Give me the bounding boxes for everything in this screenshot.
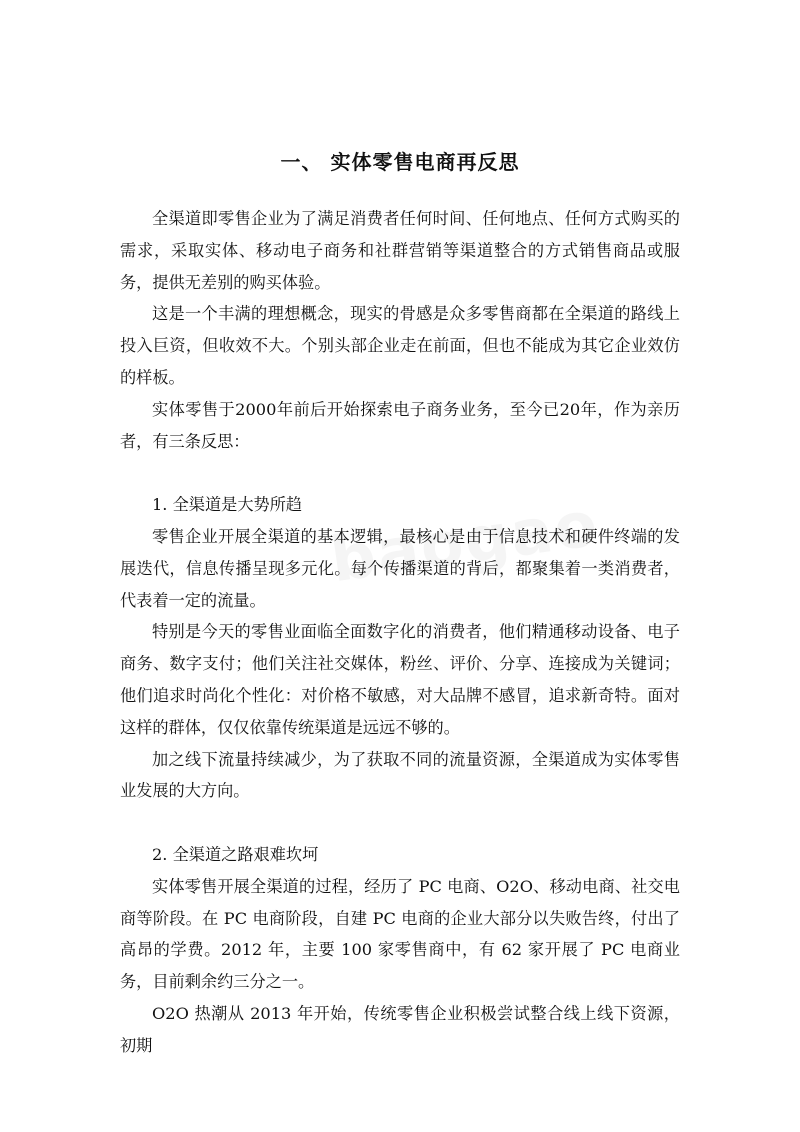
paragraph: 全渠道即零售企业为了满足消费者任何时间、任何地点、任何方式购买的需求，采取实体、移动电子商务和社群营销等渠道整合的方式销售商品或服务，提供无差别的购买体验。 [120, 209, 680, 292]
paragraph: 加之线下流量持续减少，为了获取不同的流量资源，全渠道成为实体零售业发展的大方向。 [120, 749, 680, 801]
section-heading: 2. 全渠道之路艰难坎坷 [152, 844, 319, 864]
spacer [120, 807, 680, 839]
paragraph: 特别是今天的零售业面临全面数字化的消费者，他们精通移动设备、电子商务、数字支付；他们关注社交媒体，粉丝、评价、分享、连接成为关键词；他们追求时尚化个性化：对价格不敏感，对大品牌不感冒，追求新奇特。面对这样的群体，仅仅依靠传统渠道是远远不够的。 [120, 622, 680, 737]
paragraph: 这是一个丰满的理想概念，现实的骨感是众多零售商都在全渠道的路线上投入巨资，但收效不大。个别头部企业走在前面，但也不能成为其它企业效仿的样板。 [120, 304, 680, 387]
paragraph: 零售企业开展全渠道的基本逻辑，最核心是由于信息技术和硬件终端的发展迭代，信息传播呈现多元化。每个传播渠道的背后，都聚集着一类消费者，代表着一定的流量。 [120, 526, 680, 610]
paragraph: O2O 热潮从 2013 年开始，传统零售企业积极尝试整合线上线下资源，初期 [120, 1003, 680, 1055]
document-body [120, 203, 680, 1062]
paragraph: 实体零售开展全渠道的过程，经历了 PC 电商、O2O、移动电商、社交电商等阶段。在 PC 电商阶段，自建 PC 电商的企业大部分以失败告终，付出了高昂的学费。2012 年，主要 100 家零售商中，有 62 家开展了 PC 电商业务，目前剩余约三分之一。 [120, 876, 680, 992]
paragraph: 实体零售于2000年前后开始探索电子商务业务，至今已20年，作为亲历者，有三条反思： [120, 399, 680, 451]
page-title: 一、 实体零售电商再反思 [280, 150, 520, 174]
spacer [120, 457, 680, 489]
section-heading: 1. 全渠道是大势所趋 [152, 495, 303, 515]
